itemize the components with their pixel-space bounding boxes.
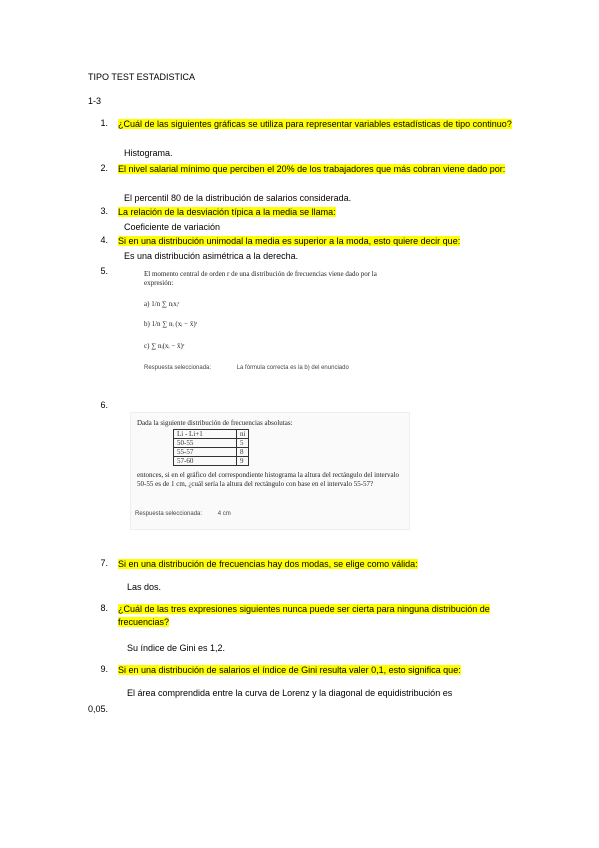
table-row: 57-60 9 (174, 457, 249, 466)
answer-text: Es una distribución asimétrica a la derecha. (124, 251, 299, 261)
question-6-body: entonces, si en el gráfico del correspondiente histograma la altura del rectángulo del intervalo 50-55 es de 1 cm, ¿cuál sería la altura del rectángulo con base en el intervalo 55-57? (137, 471, 400, 488)
option-c: c) ∑ nᵢ(xᵢ − x̄)ʳ (144, 342, 185, 350)
question-text: La relación de la desviación típica a la media se llama: (118, 207, 336, 217)
question-number: 8. (100, 603, 108, 613)
question-text: Si en una distribución de salarios el índice de Gini resulta valer 0,1, esto significa que: (118, 665, 461, 675)
option-a: a) 1/n ∑ nᵢxᵢʳ (144, 300, 180, 308)
selected-answer: Respuesta seleccionada: 4 cm (135, 511, 231, 517)
answer-text: Su índice de Gini es 1,2. (127, 643, 226, 653)
answer-text: Coeficiente de variación (124, 222, 221, 232)
question-6-stem: Dada la siguiente distribución de frecuencias absolutas: (137, 419, 293, 427)
table-header: Li - Li+1 (174, 430, 237, 439)
question-number: 4. (100, 235, 108, 245)
question-number: 9. (100, 664, 108, 674)
question-text: Si en una distribución unimodal la media es superior a la moda, esto quiere decir que: (118, 236, 461, 246)
question-text: ¿Cuál de las siguientes gráficas se utiliza para representar variables estadísticas de tipo continuo? (118, 119, 512, 129)
question-number: 5. (100, 266, 108, 276)
question-5-stem: El momento central de orden r de una distribución de frecuencias viene dado por la expresión: (144, 270, 377, 287)
question-text: Si en una distribución de frecuencias hay dos modas, se elige como válida: (118, 559, 418, 569)
question-6-screenshot (130, 412, 410, 530)
document-title: TIPO TEST ESTADISTICA (88, 72, 196, 82)
frequency-table (173, 429, 249, 466)
option-b: b) 1/n ∑ nᵢ (xᵢ − x̄)ʳ (144, 320, 198, 328)
selected-answer: Respuesta seleccionada: La fórmula correcta es la b) del enunciado (144, 365, 349, 371)
question-text: El nivel salarial mínimo que perciben el 20% de los trabajadores que más cobran viene dado por: (118, 164, 506, 174)
answer-text: El percentil 80 de la distribución de salarios considerada. (124, 193, 352, 203)
table-header: ni (237, 430, 249, 439)
question-number: 2. (100, 163, 108, 173)
question-number: 1. (100, 118, 108, 128)
table-row: 50-55 5 (174, 439, 249, 448)
table-row: 55-57 8 (174, 448, 249, 457)
question-number: 7. (100, 558, 108, 568)
question-number: 6. (100, 400, 108, 410)
answer-text: Histograma. (124, 148, 173, 158)
answer-text: El área comprendida entre la curva de Lorenz y la diagonal de equidistribución es (127, 688, 453, 698)
section-range: 1-3 (88, 96, 102, 106)
question-text: ¿Cuál de las tres expresiones siguientes nunca puede ser cierta para ninguna distribución de frecuencias? (118, 604, 490, 627)
question-number: 3. (100, 206, 108, 216)
answer-text: Las dos. (127, 582, 162, 592)
question-5-screenshot (138, 266, 408, 380)
answer-text-continued: 0,05. (88, 704, 109, 714)
